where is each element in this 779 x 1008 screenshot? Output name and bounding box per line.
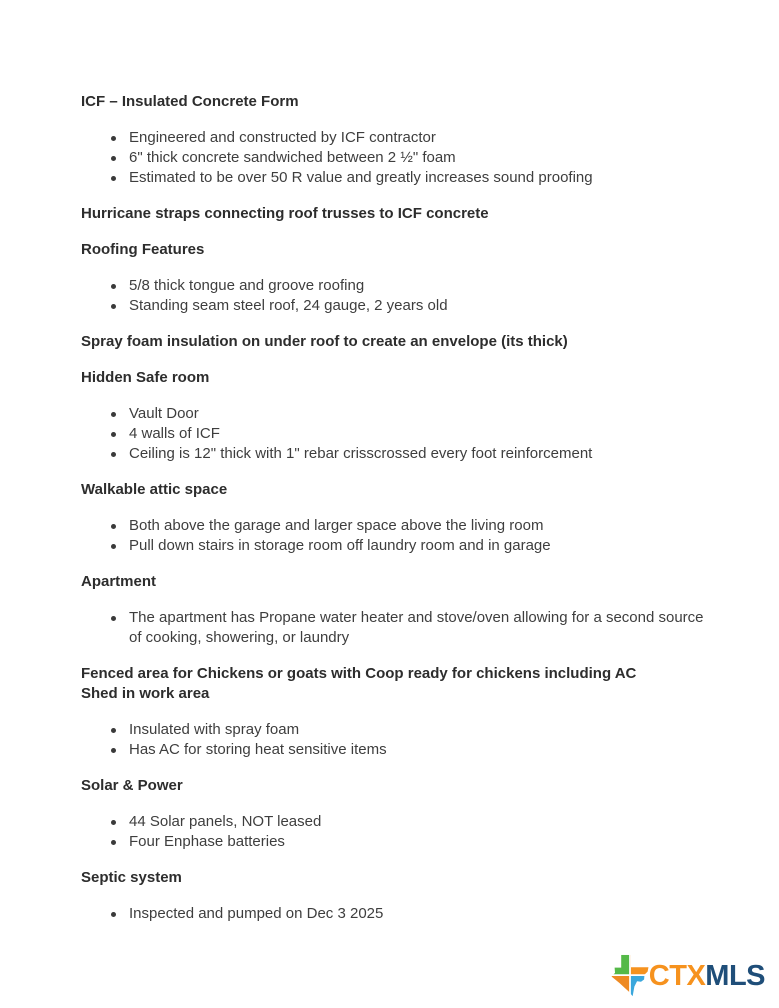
- bullet-item: Pull down stairs in storage room off laundry room and in garage: [81, 536, 707, 556]
- section-heading-line: Hidden Safe room: [81, 369, 210, 386]
- section-heading: [81, 572, 709, 592]
- section-heading-line: Spray foam insulation on under roof to create an envelope (its thick): [81, 333, 568, 350]
- section-heading-line: Roofing Features: [81, 241, 205, 258]
- section-heading-line: Solar & Power: [81, 777, 183, 794]
- document-section: [81, 332, 709, 352]
- document-section: [81, 664, 709, 760]
- document-section: [81, 240, 709, 316]
- bullet-list: [81, 404, 709, 464]
- section-heading-line: ICF – Insulated Concrete Form: [81, 93, 299, 110]
- document-content: [81, 92, 709, 940]
- bullet-item: 4 walls of ICF: [81, 424, 707, 444]
- section-heading: [81, 868, 709, 888]
- section-heading: [81, 204, 709, 224]
- section-heading-line: Fenced area for Chickens or goats with Coop ready for chickens including AC: [81, 665, 637, 682]
- document-section: [81, 204, 709, 224]
- section-heading: [81, 480, 709, 500]
- document-section: [81, 868, 709, 924]
- bullet-item: 44 Solar panels, NOT leased: [81, 812, 707, 832]
- ctxmls-logo: [608, 953, 765, 999]
- bullet-item: Insulated with spray foam: [81, 720, 707, 740]
- section-heading-line: Hurricane straps connecting roof trusses to ICF concrete: [81, 205, 489, 222]
- section-heading-line: Shed in work area: [81, 685, 210, 702]
- section-heading-line: Septic system: [81, 869, 182, 886]
- bullet-item: Vault Door: [81, 404, 707, 424]
- section-heading: [81, 776, 709, 796]
- section-heading: [81, 664, 709, 704]
- section-heading: [81, 92, 709, 112]
- section-heading: [81, 368, 709, 388]
- document-section: [81, 480, 709, 556]
- section-heading: [81, 240, 709, 260]
- bullet-item: Estimated to be over 50 R value and greatly increases sound proofing: [81, 168, 707, 188]
- bullet-item: 5/8 thick tongue and groove roofing: [81, 276, 707, 296]
- bullet-item: 6" thick concrete sandwiched between 2 ½" foam: [81, 148, 707, 168]
- section-heading-line: Walkable attic space: [81, 481, 228, 498]
- bullet-list: [81, 904, 709, 924]
- bullet-list: [81, 516, 709, 556]
- document-section: [81, 368, 709, 464]
- section-heading-line: Apartment: [81, 573, 157, 590]
- document-section: [81, 92, 709, 188]
- bullet-item: Both above the garage and larger space above the living room: [81, 516, 707, 536]
- document-section: [81, 776, 709, 852]
- bullet-list: [81, 276, 709, 316]
- logo-text-ctx: CTX: [648, 959, 706, 992]
- bullet-item: Four Enphase batteries: [81, 832, 707, 852]
- bullet-list: [81, 608, 709, 648]
- logo-text-mls: MLS: [705, 959, 765, 992]
- section-heading: [81, 332, 709, 352]
- document-section: [81, 572, 709, 648]
- texas-state-icon: [608, 953, 652, 999]
- bullet-item: Inspected and pumped on Dec 3 2025: [81, 904, 707, 924]
- bullet-list: [81, 812, 709, 852]
- bullet-list: [81, 720, 709, 760]
- bullet-item: Has AC for storing heat sensitive items: [81, 740, 707, 760]
- bullet-list: [81, 128, 709, 188]
- bullet-item: Ceiling is 12" thick with 1" rebar crisscrossed every foot reinforcement: [81, 444, 707, 464]
- bullet-item: Engineered and constructed by ICF contractor: [81, 128, 707, 148]
- bullet-item: The apartment has Propane water heater and stove/oven allowing for a second source of cooking, showering, or laundry: [81, 608, 707, 648]
- bullet-item: Standing seam steel roof, 24 gauge, 2 years old: [81, 296, 707, 316]
